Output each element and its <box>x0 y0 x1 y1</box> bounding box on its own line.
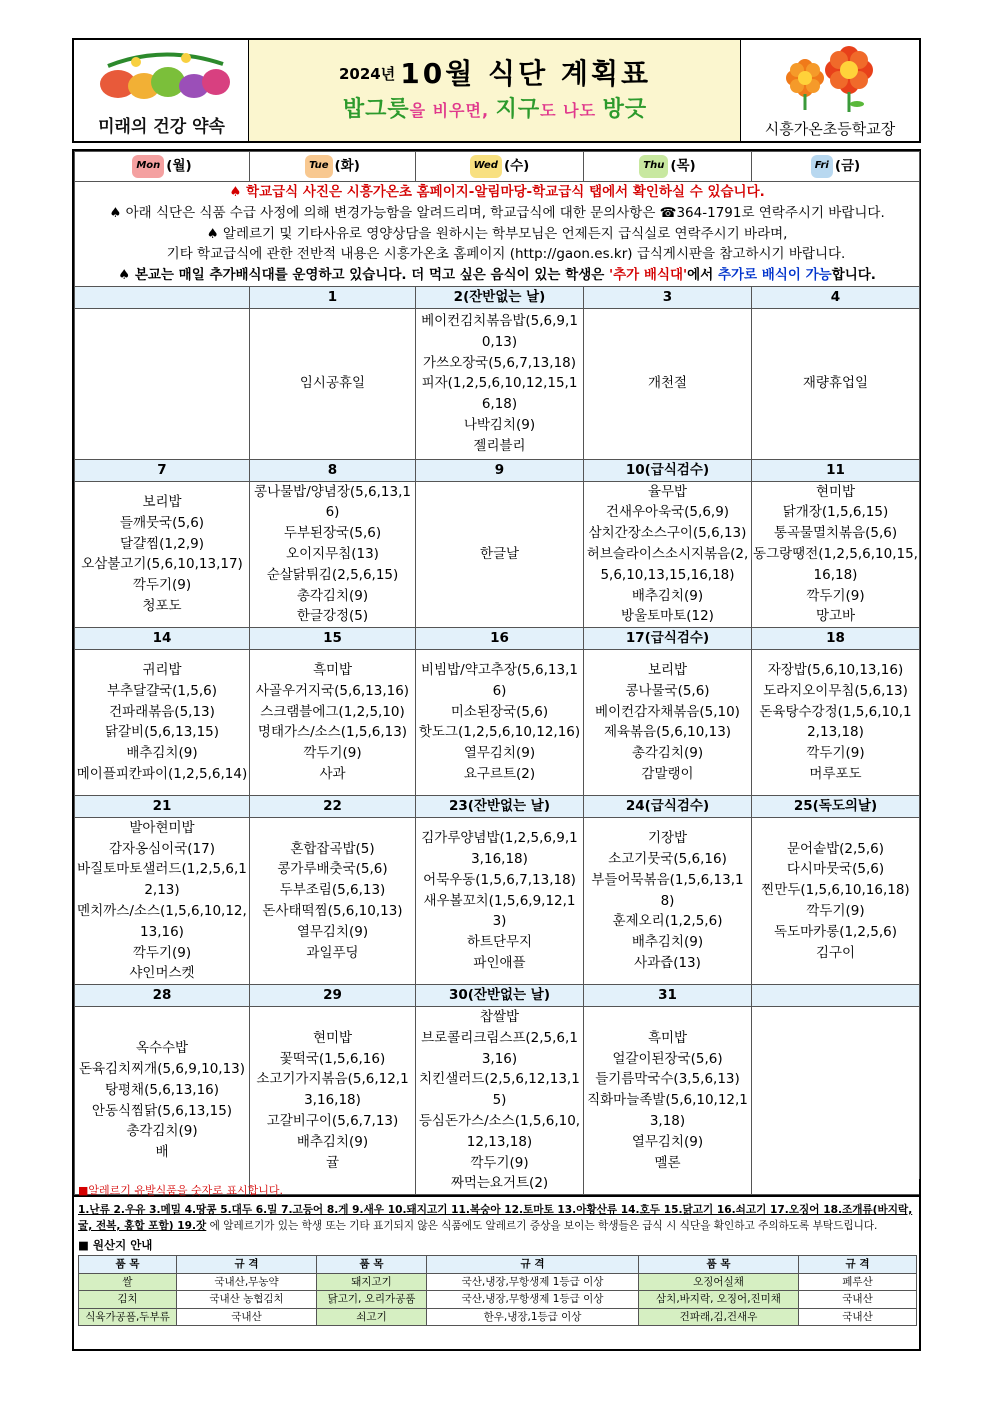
origin-item: 식육가공품,두부류 <box>79 1308 177 1326</box>
meal-cell: 콩나물밥/양념장(5,6,13,16) 두부된장국(5,6) 오이지무침(13) 순살닭튀김(2,5,6,15) 총각김치(9) 한글강정(5) <box>250 481 416 628</box>
origin-header-cell: 규 격 <box>177 1256 317 1274</box>
meal-row <box>75 817 920 984</box>
logo-cell <box>74 40 249 141</box>
meal-cell: 율무밥 건새우아욱국(5,6,9) 삼치간장소스구이(5,6,13) 허브슬라이스소시지볶음(2,5,6,10,13,15,16,18) 배추김치(9) 방울토마토(12) <box>584 481 752 628</box>
meal-cell: 흑미밥 사골우거지국(5,6,13,16) 스크램블에그(1,2,5,10) 명태가스/소스(1,5,6,13) 깍두기(9) 사과 <box>250 649 416 795</box>
weekday-tue: Tue (화) <box>250 152 416 182</box>
date-cell <box>752 985 920 1007</box>
meal-cell: 기장밥 소고기뭇국(5,6,16) 부들어묵볶음(1,5,6,13,18) 훈제오리(1,2,5,6) 배추김치(9) 사과즙(13) <box>584 817 752 984</box>
logo-text: 미래의 건강 약속 <box>98 117 225 137</box>
origin-header-cell: 품 목 <box>79 1256 177 1274</box>
date-row <box>75 628 920 650</box>
meal-cell: 베이컨김치볶음밥(5,6,9,10,13) 가쓰오장국(5,6,7,13,18) 피자(1,2,5,6,10,12,15,16,18) 나박김치(9) 젤리블리 <box>416 308 584 459</box>
weekday-wed: Wed (수) <box>416 152 584 182</box>
origin-item: 오징어실채 <box>639 1273 799 1291</box>
allergy-items: 1.난류 2.우유 3.메밀 4.땅콩 5.대두 6.밀 7.고등어 8.게 9.새우 10.돼지고기 11.복숭아 12.토마토 13.아황산류 14.호두 15.닭고기 16.쇠고기 17.오징어 18.조개류(바지락, 굴, 전복, 홍합 포함) 19.잣 <box>78 1204 913 1232</box>
origin-spec: 국내산,무농약 <box>177 1273 317 1291</box>
meal-cell: 보리밥 콩나물국(5,6) 베이컨감자채볶음(5,10) 제육볶음(5,6,10,13) 총각김치(9) 감말랭이 <box>584 649 752 795</box>
date-cell: 10(급식검수) <box>584 459 752 481</box>
origin-item: 쌀 <box>79 1273 177 1291</box>
origin-spec: 국내산 <box>799 1291 917 1309</box>
page-title <box>249 52 741 92</box>
origin-header-cell: 규 격 <box>799 1256 917 1274</box>
slogan-part-d: 도 나도 <box>540 101 603 120</box>
origin-item: 삼치,바지락, 오징어,진미채 <box>639 1291 799 1309</box>
header <box>72 38 921 143</box>
origin-header-row <box>79 1256 917 1274</box>
origin-body <box>79 1256 917 1326</box>
date-row <box>75 985 920 1007</box>
meal-cell: 혼합잡곡밥(5) 콩가루배춧국(5,6) 두부조림(5,6,13) 돈사태떡찜(5,6,10,13) 열무김치(9) 과일푸딩 <box>250 817 416 984</box>
nutrition-logo-icon <box>88 46 238 106</box>
notice-extra-serving: ♠ 본교는 매일 추가배식대를 운영하고 있습니다. 더 먹고 싶은 음식이 있는 학생은 '추가 배식대'에서 추가로 배식이 가능합니다. <box>118 267 876 284</box>
origin-item: 건파래,김,건새우 <box>639 1308 799 1326</box>
meal-row <box>75 649 920 795</box>
origin-item: 돼지고기 <box>317 1273 427 1291</box>
meal-cell: 보리밥 들깨뭇국(5,6) 달걀찜(1,2,9) 오삼불고기(5,6,10,13,17) 깍두기(9) 청포도 <box>75 481 250 628</box>
origin-row <box>79 1308 917 1326</box>
meal-cell: 옥수수밥 돈육김치찌개(5,6,9,10,13) 탕평채(5,6,13,16) 안동식찜닭(5,6,13,15) 총각김치(9) 배 <box>75 1006 250 1194</box>
meal-cell: 흑미밥 얼갈이된장국(5,6) 들기름막국수(3,5,6,13) 직화마늘족발(5,6,10,12,13,18) 열무김치(9) 멜론 <box>584 1006 752 1194</box>
date-cell: 4 <box>752 286 920 308</box>
notice-box <box>75 182 920 287</box>
origin-spec: 한우,냉장,1등급 이상 <box>427 1308 639 1326</box>
notice-photo: ♠ 학교급식 사진은 시흥가온초 홈페이지-알림마당-학교급식 탭에서 확인하실 수 있습니다. <box>229 184 765 200</box>
meal-cell: 김가루양념밥(1,2,5,6,9,13,16,18) 어묵우동(1,5,6,7,13,18) 새우볼꼬치(1,5,6,9,12,13) 하트단무지 파인애플 <box>416 817 584 984</box>
origin-header-cell: 규 격 <box>427 1256 639 1274</box>
date-row <box>75 286 920 308</box>
menu-page <box>72 38 921 1351</box>
origin-header-cell: 품 목 <box>639 1256 799 1274</box>
weekday-fri: Fri (금) <box>752 152 920 182</box>
date-row <box>75 459 920 481</box>
date-cell: 9 <box>416 459 584 481</box>
date-cell: 8 <box>250 459 416 481</box>
slogan-part-c: 지구 <box>495 97 541 122</box>
origin-spec: 국산,냉장,무항생제 1등급 이상 <box>427 1273 639 1291</box>
date-cell: 1 <box>250 286 416 308</box>
date-cell: 25(독도의날) <box>752 795 920 817</box>
origin-spec: 국내산 <box>177 1308 317 1326</box>
date-cell: 16 <box>416 628 584 650</box>
origin-item: 쇠고기 <box>317 1308 427 1326</box>
date-cell: 14 <box>75 628 250 650</box>
date-cell: 31 <box>584 985 752 1007</box>
meal-cell: 현미밥 꽃떡국(1,5,6,16) 소고기가지볶음(5,6,12,13,16,18) 고갈비구이(5,6,7,13) 배추김치(9) 귤 <box>250 1006 416 1194</box>
origin-spec: 국내산 농협김치 <box>177 1291 317 1309</box>
school-cell <box>741 40 919 141</box>
notice-homepage: 기타 학교급식에 관한 전반적 내용은 시흥가온초 홈페이지 (http://gaon.es.kr) 급식게시판을 참고하시기 바랍니다. <box>166 246 846 263</box>
origin-item: 김치 <box>79 1291 177 1309</box>
date-cell: 17(급식검수) <box>584 628 752 650</box>
meal-cell: 재량휴업일 <box>752 308 920 459</box>
origin-item: 닭고기, 오리가공품 <box>317 1291 427 1309</box>
flower-icon <box>779 44 879 112</box>
date-cell: 22 <box>250 795 416 817</box>
notice-change: ♠ 아래 식단은 식품 수급 사정에 의해 변경가능함을 알려드리며, 학교급식에 대한 문의사항은 ☎364-1791로 연락주시기 바랍니다. <box>109 204 885 221</box>
date-row <box>75 795 920 817</box>
meal-row <box>75 308 920 459</box>
notice-row <box>75 182 920 287</box>
meal-cell: 한글날 <box>416 481 584 628</box>
meal-cell <box>752 1006 920 1194</box>
date-cell: 29 <box>250 985 416 1007</box>
meal-cell: 문어솥밥(2,5,6) 다시마뭇국(5,6) 찐만두(1,5,6,10,16,18) 깍두기(9) 독도마카롱(1,2,5,6) 김구이 <box>752 817 920 984</box>
title-year: 2024년 <box>338 65 396 83</box>
meal-cell: 현미밥 닭개장(1,5,6,15) 통곡물멸치볶음(5,6) 동그랑땡전(1,2,5,6,10,15,16,18) 깍두기(9) 망고바 <box>752 481 920 628</box>
date-cell: 23(잔반없는 날) <box>416 795 584 817</box>
meal-cell: 개천절 <box>584 308 752 459</box>
slogan-part-b: 을 비우면, <box>409 101 496 120</box>
meal-row <box>75 1006 920 1194</box>
allergy-title: ■알레르기 유발식품을 숫자로 표시합니다. <box>78 1184 284 1197</box>
allergy-legend <box>78 1202 915 1234</box>
date-cell: 24(급식검수) <box>584 795 752 817</box>
meal-cell <box>75 308 250 459</box>
origin-spec: 페루산 <box>799 1273 917 1291</box>
weekday-mon: Mon (월) <box>75 152 250 182</box>
allergy-note: 에 알레르기가 있는 학생 또는 기타 표기되지 않은 식품에도 알레르기 증상을 보이는 학생들은 급식 시 식단을 확인하고 주의하도록 부탁드립니다. <box>206 1220 878 1232</box>
date-cell: 30(잔반없는 날) <box>416 985 584 1007</box>
meal-cell: 발아현미밥 감자옹심이국(17) 바질토마토샐러드(1,2,5,6,12,13) 멘치까스/소스(1,5,6,10,12,13,16) 깍두기(9) 샤인머스켓 <box>75 817 250 984</box>
date-cell: 15 <box>250 628 416 650</box>
date-cell: 3 <box>584 286 752 308</box>
meal-cell: 귀리밥 부추달걀국(1,5,6) 건파래볶음(5,13) 닭갈비(5,6,13,15) 배추김치(9) 메이플피칸파이(1,2,5,6,14) <box>75 649 250 795</box>
slogan-part-e: 방긋 <box>602 97 648 122</box>
weeks-body <box>75 286 920 1194</box>
title-main: 10월 식단 계획표 <box>400 57 652 90</box>
meal-cell: 자장밥(5,6,10,13,16) 도라지오이무침(5,6,13) 돈육탕수강정(1,5,6,10,12,13,18) 깍두기(9) 머루포도 <box>752 649 920 795</box>
origin-table <box>78 1255 917 1326</box>
date-cell: 28 <box>75 985 250 1007</box>
origin-spec: 국내산 <box>799 1308 917 1326</box>
weekday-header <box>75 152 920 182</box>
school-name: 시흥가온초등학교장 <box>764 120 896 138</box>
date-cell: 18 <box>752 628 920 650</box>
meal-cell: 임시공휴일 <box>250 308 416 459</box>
meal-table <box>74 151 920 1195</box>
origin-header-cell: 품 목 <box>317 1256 427 1274</box>
date-cell: 2(잔반없는 날) <box>416 286 584 308</box>
meal-calendar <box>72 149 921 1197</box>
origin-spec: 국산,냉장,무항생제 1등급 이상 <box>427 1291 639 1309</box>
date-cell: 7 <box>75 459 250 481</box>
weekday-thu: Thu (목) <box>584 152 752 182</box>
notice-allergy: ♠ 알레르기 및 기타사유로 영양상담을 원하시는 학부모님은 언제든지 급식실로 연락주시기 바라며, <box>206 225 788 242</box>
date-cell: 21 <box>75 795 250 817</box>
footer <box>72 1179 921 1351</box>
date-cell: 11 <box>752 459 920 481</box>
meal-row <box>75 481 920 628</box>
title-cell <box>249 40 741 141</box>
origin-row <box>79 1273 917 1291</box>
slogan <box>249 92 741 123</box>
meal-cell: 찹쌀밥 브로콜리크림스프(2,5,6,13,16) 치킨샐러드(2,5,6,12,13,15) 등심돈가스/소스(1,5,6,10,12,13,18) 깍두기(9) 짜먹는요거트(2) <box>416 1006 584 1194</box>
origin-row <box>79 1291 917 1309</box>
meal-cell: 비빔밥/약고추장(5,6,13,16) 미소된장국(5,6) 핫도그(1,2,5,6,10,12,16) 열무김치(9) 요구르트(2) <box>416 649 584 795</box>
slogan-part-a: 밥그릇 <box>342 97 410 122</box>
date-cell <box>75 286 250 308</box>
origin-title: ■ 원산지 안내 <box>78 1238 153 1252</box>
